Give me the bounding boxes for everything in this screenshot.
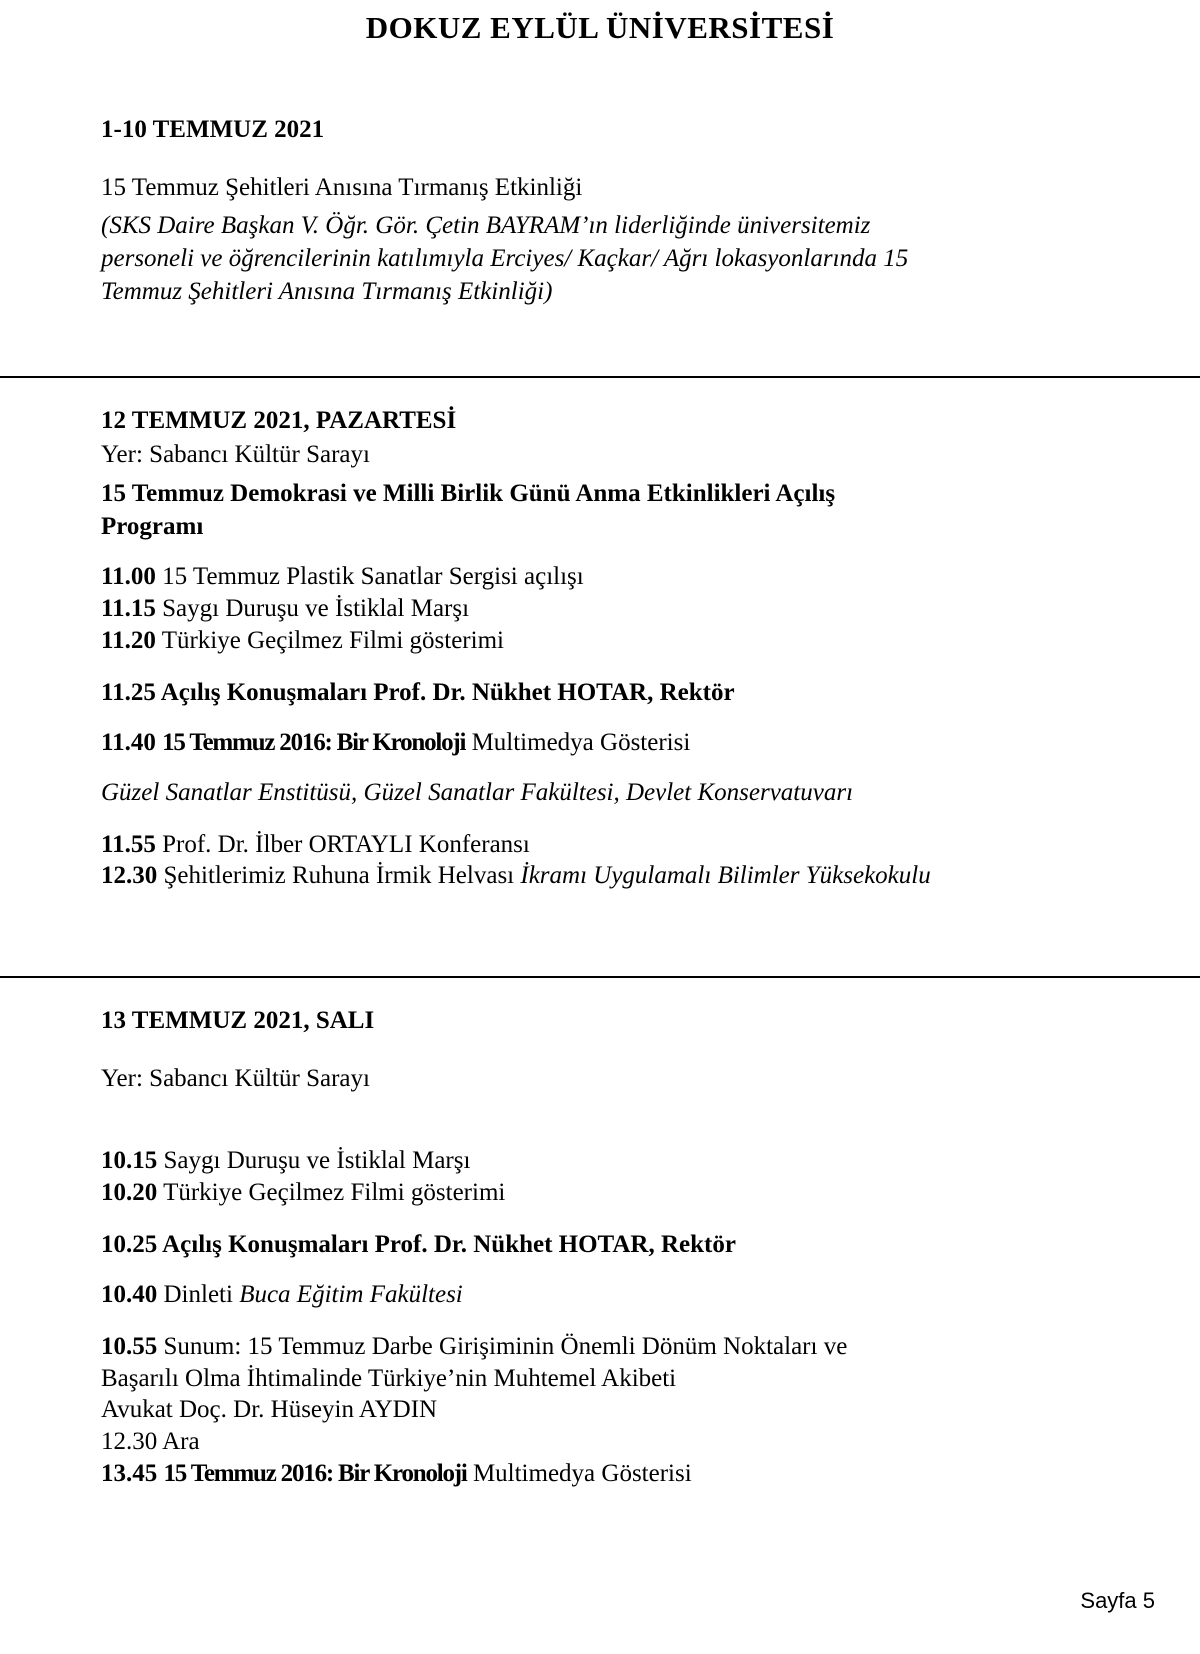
schedule-item — [101, 627, 504, 655]
schedule-text: Şehitlerimiz Ruhuna İrmik Helvası — [163, 862, 515, 889]
schedule-bold-title: 15 Temmuz 2016: Bir Kronoloji — [162, 729, 466, 756]
schedule-note: Güzel Sanatlar Enstitüsü, Güzel Sanatlar Fakültesi, Devlet Konservatuvarı — [101, 779, 854, 806]
schedule-time: 11.20 — [101, 627, 156, 654]
schedule-time: 10.25 — [101, 1231, 158, 1258]
section-3-date: 13 TEMMUZ 2021, SALI — [101, 1007, 375, 1034]
schedule-item — [101, 679, 735, 707]
schedule-text: 15 Temmuz Plastik Sanatlar Sergisi açılışı — [162, 563, 584, 590]
schedule-text: Sunum: 15 Temmuz Darbe Girişiminin Önemli Dönüm Noktaları ve — [163, 1333, 848, 1360]
schedule-continuation: Başarılı Olma İhtimalinde Türkiye’nin Muhtemel Akibeti — [101, 1365, 677, 1392]
schedule-italic: Buca Eğitim Fakültesi — [239, 1281, 463, 1308]
section-2-program-title-line-2: Programı — [101, 513, 204, 540]
schedule-time: 10.40 — [101, 1281, 158, 1308]
schedule-time: 11.55 — [101, 831, 156, 858]
section-2-date: 12 TEMMUZ 2021, PAZARTESİ — [101, 407, 457, 434]
schedule-time: 10.55 — [101, 1333, 158, 1360]
schedule-item — [101, 1460, 692, 1488]
schedule-item — [101, 831, 530, 859]
document-title: DOKUZ EYLÜL ÜNİVERSİTESİ — [365, 10, 835, 45]
section-1-event: 15 Temmuz Şehitleri Anısına Tırmanış Etkinliği — [101, 174, 583, 201]
schedule-text: Açılış Konuşmaları Prof. Dr. Nükhet HOTAR, Rektör — [160, 679, 735, 706]
schedule-text: Multimedya Gösterisi — [471, 729, 691, 756]
schedule-text: Türkiye Geçilmez Filmi gösterimi — [163, 1179, 506, 1206]
schedule-time: 10.20 — [101, 1179, 158, 1206]
schedule-italic: İkramı Uygulamalı Bilimler Yüksekokulu — [520, 862, 931, 889]
schedule-text: Türkiye Geçilmez Filmi gösterimi — [161, 627, 504, 654]
section-2-program-title-line-1: 15 Temmuz Demokrasi ve Milli Birlik Günü Anma Etkinlikleri Açılış — [101, 480, 836, 507]
schedule-item — [101, 862, 931, 890]
schedule-bold-title: 15 Temmuz 2016: Bir Kronoloji — [163, 1460, 467, 1487]
section-1-desc-line-2: personeli ve öğrencilerinin katılımıyla Erciyes/ Kaçkar/ Ağrı lokasyonlarında 15 — [101, 245, 909, 272]
schedule-item — [101, 1231, 736, 1259]
schedule-time: 11.15 — [101, 595, 156, 622]
schedule-break: 12.30 Ara — [101, 1428, 200, 1455]
schedule-item — [101, 563, 584, 591]
schedule-item — [101, 1281, 463, 1309]
section-1-date: 1-10 TEMMUZ 2021 — [101, 116, 325, 143]
schedule-time: 11.25 — [101, 679, 156, 706]
section-3-venue: Yer: Sabancı Kültür Sarayı — [101, 1065, 370, 1092]
schedule-item — [101, 1333, 847, 1361]
schedule-item — [101, 1147, 470, 1175]
schedule-text: Saygı Duruşu ve İstiklal Marşı — [162, 595, 470, 622]
schedule-time: 10.15 — [101, 1147, 158, 1174]
section-divider — [0, 376, 1200, 378]
speaker-name: Avukat Doç. Dr. Hüseyin AYDIN — [101, 1396, 438, 1423]
schedule-time: 13.45 — [101, 1460, 158, 1487]
schedule-time: 11.40 — [101, 729, 156, 756]
section-divider — [0, 976, 1200, 978]
section-1-desc-line-3: Temmuz Şehitleri Anısına Tırmanış Etkinliği) — [101, 278, 553, 305]
schedule-text: Saygı Duruşu ve İstiklal Marşı — [163, 1147, 471, 1174]
section-2-venue: Yer: Sabancı Kültür Sarayı — [101, 441, 370, 468]
section-1-desc-line-1: (SKS Daire Başkan V. Öğr. Gör. Çetin BAYRAM’ın liderliğinde üniversitemiz — [101, 212, 871, 239]
schedule-item — [101, 595, 469, 623]
schedule-item — [101, 729, 690, 757]
page-number: Sayfa 5 — [1080, 1588, 1155, 1613]
schedule-text: Multimedya Gösterisi — [472, 1460, 692, 1487]
schedule-text: Prof. Dr. İlber ORTAYLI Konferansı — [162, 831, 530, 858]
schedule-text: Dinleti — [163, 1281, 233, 1308]
schedule-time: 12.30 — [101, 862, 158, 889]
schedule-time: 11.00 — [101, 563, 156, 590]
schedule-text: Açılış Konuşmaları Prof. Dr. Nükhet HOTAR, Rektör — [162, 1231, 736, 1258]
schedule-item — [101, 1179, 505, 1207]
